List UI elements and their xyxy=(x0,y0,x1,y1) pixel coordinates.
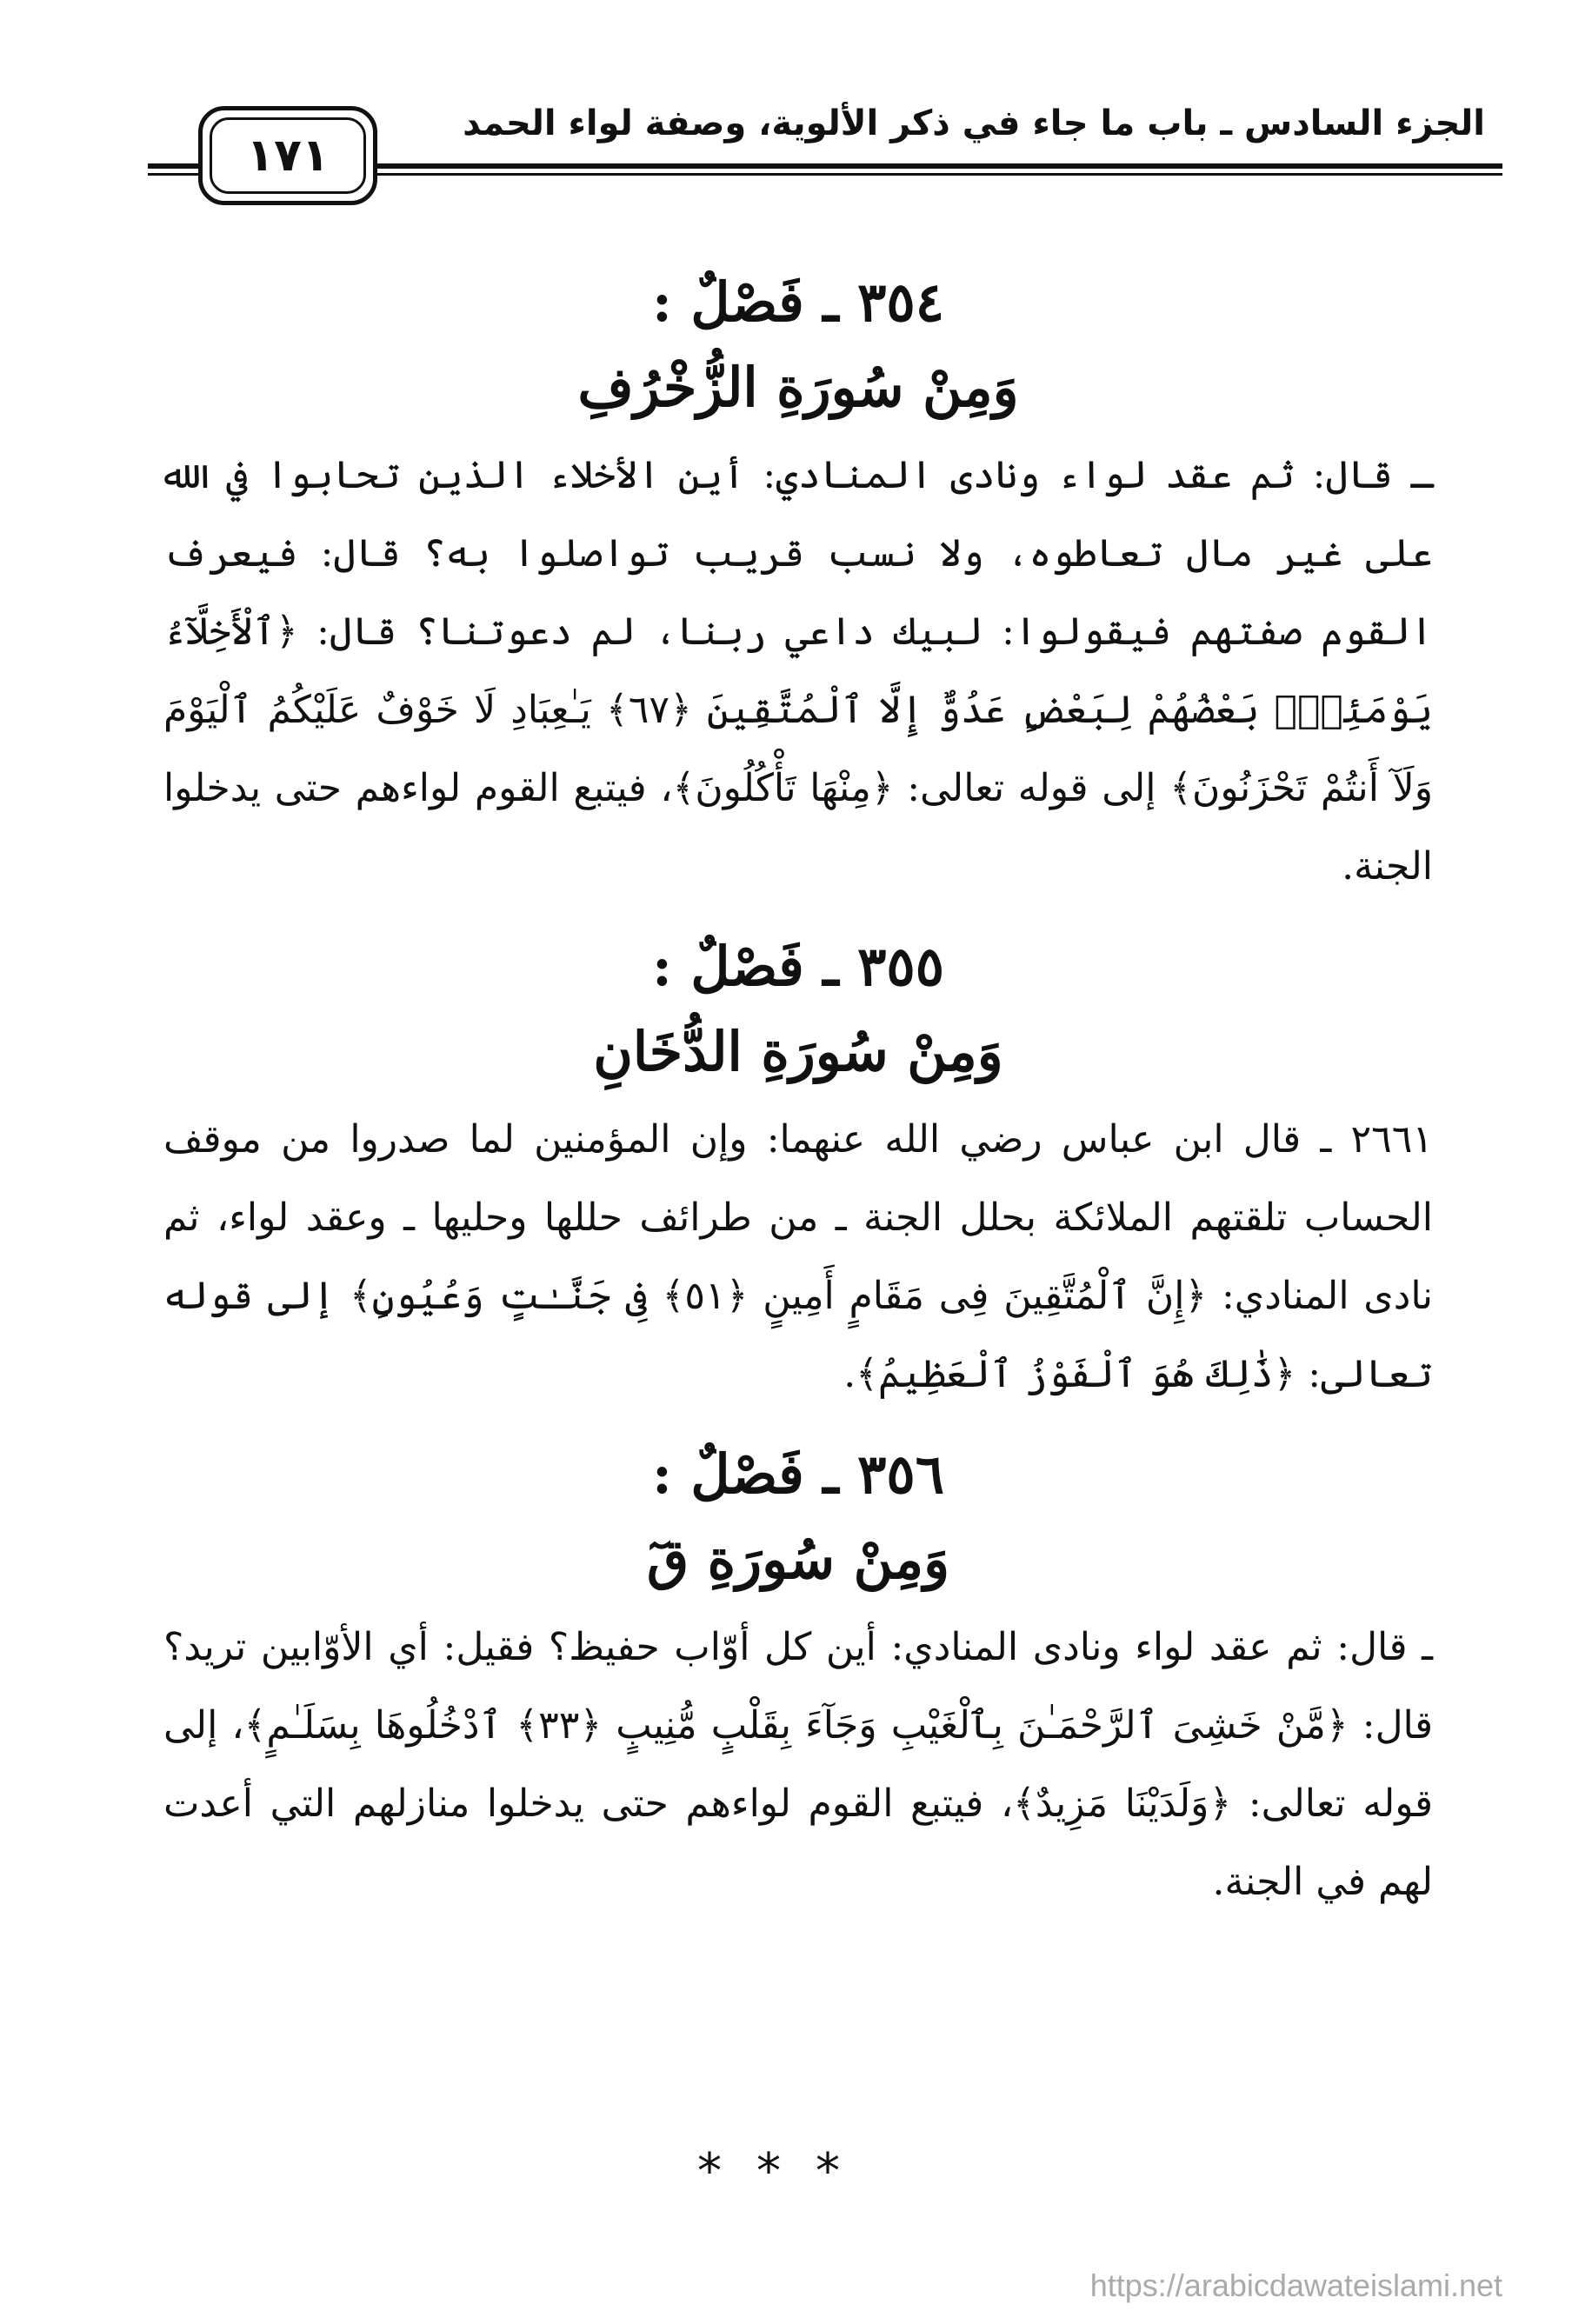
end-ornament: *** xyxy=(697,2143,875,2200)
section-354 xyxy=(163,261,1433,906)
page-number-frame xyxy=(198,106,377,205)
watermark-url: https://arabicdawateislami.net xyxy=(1089,2267,1502,2303)
section-heading: ٣٥٥ ـ فَصْلٌ : xyxy=(651,935,945,998)
page-content xyxy=(163,261,1433,1921)
section-paragraph: ـ قال: ثم عقد لواء ونادى المنادي: أين كل أوّاب حفيظ؟ فقيل: أي الأوّابين تريد؟ قال: ﴿مَّنْ خَشِىَ ٱلرَّحْمَـٰنَ بِٱلْغَيْبِ وَجَآءَ بِقَلْبٍ مُّنِيبٍ ﴿٣٣﴾ ٱدْخُلُوهَا بِسَلَـٰمٍ﴾، إلى قوله تعالى: ﴿وَلَدَيْنَا مَزِيدٌ﴾، فيتبع القوم لواءهم حتى يدخلوا منازلهم التي أعدت لهم في الجنة. xyxy=(163,1625,1433,1904)
header-rule-thick xyxy=(303,163,1502,169)
surah-title: وَمِنْ سُورَةِ الدُّخَانِ xyxy=(593,1020,1003,1083)
header-rule-left-thick xyxy=(148,163,200,169)
page-number: ١٧١ xyxy=(210,117,366,194)
surah-title: وَمِنْ سُورَةِ الزُّخْرُفِ xyxy=(577,356,1019,419)
section-paragraph: ٢٦٦١ ـ قال ابن عباس رضي الله عنهما: وإن المؤمنين لما صدروا من موقف الحساب تلقتهم الملائكة بحلل الجنة ـ من طرائف حللها وحليها ـ وعقد لواء، ثم نادى المنادي: ﴿إِنَّ ٱلْمُتَّقِينَ فِى مَقَامٍ أَمِينٍ ﴿٥١﴾ فِى جَنَّـٰتٍ وَعُيُونٍ﴾ إلى قوله تعالى: ﴿ذَٰلِكَ هُوَ ٱلْفَوْزُ ٱلْعَظِيمُ﴾. xyxy=(163,1117,1433,1396)
running-header-title: الجزء السادس ـ باب ما جاء في ذكر الألوية، وصفة لواء الحمد xyxy=(463,103,1485,143)
surah-title: وَمِنْ سُورَةِ قٓ xyxy=(646,1528,950,1591)
section-heading: ٣٥٦ ـ فَصْلٌ : xyxy=(651,1442,945,1506)
header-rule-left-thin xyxy=(148,173,200,176)
section-356 xyxy=(163,1433,1433,1921)
section-355 xyxy=(163,925,1433,1414)
header-rule-thin xyxy=(303,173,1502,176)
section-paragraph: ـ قال: ثم عقد لواء ونادى المنادي: أين الأخلاء الذين تحابوا في الله على غير مال تعاطوه، ولا نسب قريب تواصلوا به؟ قال: فيعرف القوم صفتهم فيقولوا: لبيك داعي ربنا، لم دعوتنا؟ قال: ﴿ٱلْأَخِلَّآءُ يَوْمَئِذٍۭ بَعْضُهُمْ لِبَعْضٍ عَدُوٌّ إِلَّا ٱلْمُتَّقِينَ ﴿٦٧﴾ يَـٰعِبَادِ لَا خَوْفٌ عَلَيْكُمُ ٱلْيَوْمَ وَلَآ أَنتُمْ تَحْزَنُونَ﴾ إلى قوله تعالى: ﴿مِنْهَا تَأْكُلُونَ﴾، فيتبع القوم لواءهم حتى يدخلوا الجنة. xyxy=(163,453,1433,889)
section-heading: ٣٥٤ ـ فَصْلٌ : xyxy=(651,270,945,334)
